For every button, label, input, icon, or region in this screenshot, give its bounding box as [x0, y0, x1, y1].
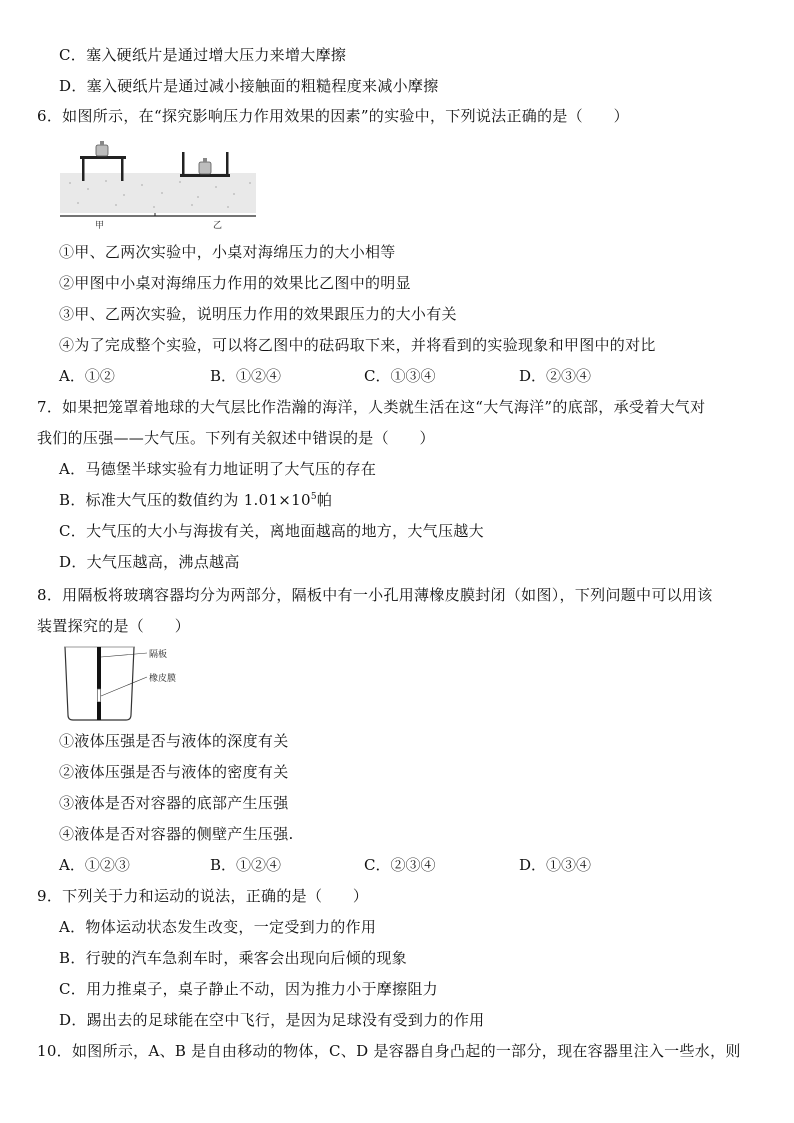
q6-statement-4: ④为了完成整个实验，可以将乙图中的砝码取下来，并将看到的实验现象和甲图中的对比 — [59, 336, 656, 354]
q9-option-b: B．行驶的汽车急刹车时，乘客会出现向后倾的现象 — [59, 949, 407, 967]
q6-option-b: B．①②④ — [210, 367, 282, 385]
q7-option-b — [59, 490, 332, 510]
weight-a — [96, 145, 108, 156]
rubber-membrane — [98, 689, 101, 702]
q6-stem: 6．如图所示，在“探究影响压力作用效果的因素”的实验中，下列说法正确的是（ ） — [37, 107, 629, 125]
q8-statement-1: ①液体压强是否与液体的深度有关 — [59, 732, 289, 750]
q7-option-c: C．大气压的大小与海拔有关，离地面越高的地方，大气压越大 — [59, 522, 484, 540]
q9-option-d: D．踢出去的足球能在空中飞行，是因为足球没有受到力的作用 — [59, 1011, 485, 1029]
q6-statement-2: ②甲图中小桌对海绵压力作用的效果比乙图中的明显 — [59, 274, 411, 292]
q6-option-d: D．②③④ — [519, 367, 592, 385]
q9-option-c: C．用力推桌子，桌子静止不动，因为推力小于摩擦阻力 — [59, 980, 438, 998]
q8-option-b: B．①②④ — [210, 856, 282, 874]
label-yi: 乙 — [213, 221, 223, 231]
q5-option-d: D．塞入硬纸片是通过减小接触面的粗糙程度来减小摩擦 — [59, 77, 439, 95]
q7-option-a: A．马德堡半球实验有力地证明了大气压的存在 — [59, 460, 377, 478]
q7-stem-line-1: 7．如果把笼罩着地球的大气层比作浩瀚的海洋，人类就生活在这“大气海洋”的底部，承受着大气对 — [37, 398, 706, 416]
q8-stem-line-1: 8．用隔板将玻璃容器均分为两部分，隔板中有一小孔用薄橡皮膜封闭（如图），下列问题中可以用该 — [37, 586, 713, 604]
q7-option-b-exponent: 5 — [310, 492, 317, 502]
q10-stem-line-1: 10．如图所示，A、B 是自由移动的物体，C、D 是容器自身凸起的一部分，现在容器里注入一些水，则 — [37, 1042, 741, 1060]
q8-statement-3: ③液体是否对容器的底部产生压强 — [59, 794, 289, 812]
q7-option-b-text: B．标准大气压的数值约为 1.01×10 — [59, 491, 311, 509]
q7-option-d: D．大气压越高，沸点越高 — [59, 553, 240, 571]
partition — [97, 647, 101, 689]
q8-option-c: C．②③④ — [364, 856, 436, 874]
q6-statement-3: ③甲、乙两次实验，说明压力作用的效果跟压力的大小有关 — [59, 305, 457, 323]
q9-stem: 9．下列关于力和运动的说法，正确的是（ ） — [37, 887, 369, 905]
q6-option-c: C．①③④ — [364, 367, 436, 385]
q8-option-a: A．①②③ — [59, 856, 130, 874]
sponge-block — [60, 173, 256, 213]
q6-sponge-figure — [58, 137, 258, 232]
q9-option-a: A．物体运动状态发生改变，一定受到力的作用 — [59, 918, 377, 936]
q8-option-d: D．①③④ — [519, 856, 592, 874]
label-jia: 甲 — [95, 221, 105, 231]
q8-statement-4: ④液体是否对容器的侧壁产生压强. — [59, 825, 294, 843]
label-partition: 隔板 — [149, 650, 168, 660]
q8-statement-2: ②液体压强是否与液体的密度有关 — [59, 763, 289, 781]
q7-option-b-unit: 帕 — [316, 491, 333, 509]
q8-container-figure — [62, 643, 192, 723]
label-membrane: 橡皮膜 — [149, 674, 177, 684]
weight-b — [199, 162, 211, 174]
q7-stem-line-2: 我们的压强——大气压。下列有关叙述中错误的是（ ） — [37, 429, 435, 447]
q5-option-c: C．塞入硬纸片是通过增大压力来增大摩擦 — [59, 46, 347, 64]
q8-stem-line-2: 装置探究的是（ ） — [37, 617, 191, 635]
q6-option-a: A．①② — [59, 367, 115, 385]
q6-statement-1: ①甲、乙两次实验中，小桌对海绵压力的大小相等 — [59, 243, 396, 261]
